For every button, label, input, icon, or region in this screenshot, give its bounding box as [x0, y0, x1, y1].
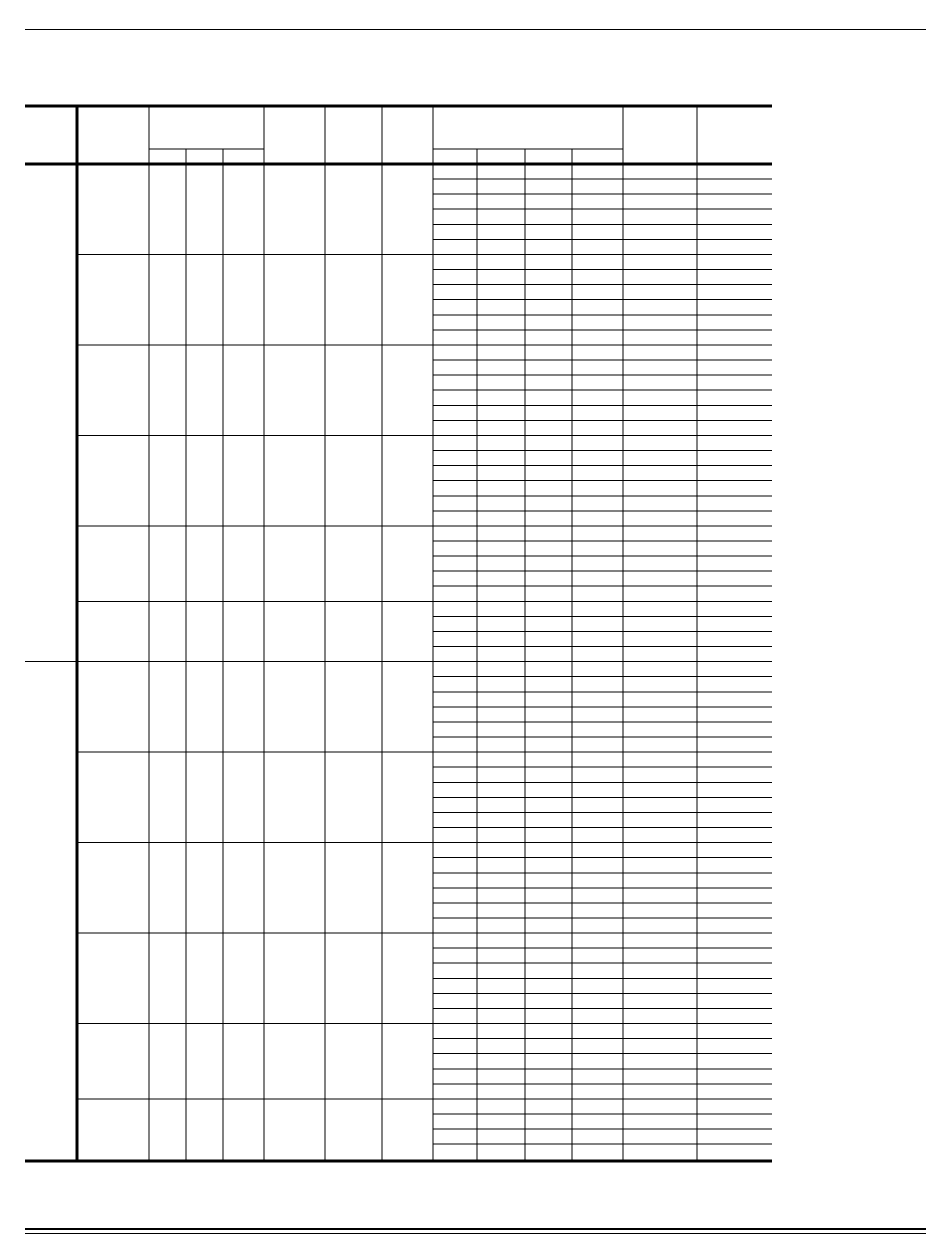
footer-rule-thick: [25, 1228, 926, 1230]
footer-rule-thin: [25, 1233, 926, 1234]
